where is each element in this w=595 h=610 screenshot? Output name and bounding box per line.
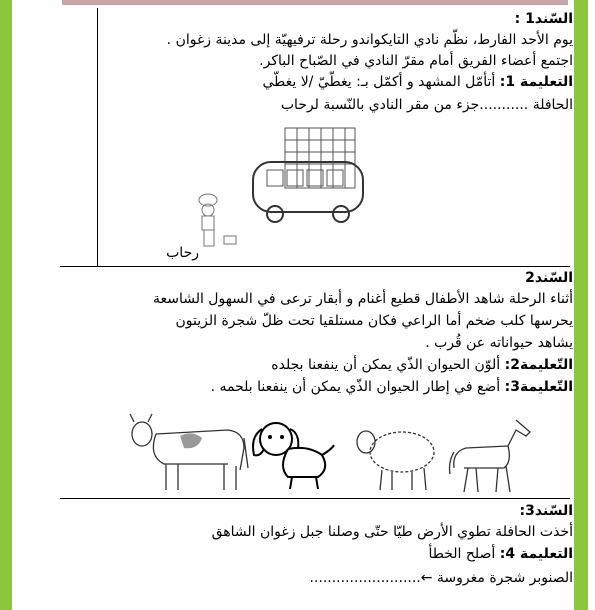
instruction4-label: التعليمة 4:	[499, 546, 573, 562]
right-border	[574, 0, 588, 610]
instruction1-label: التعليمة 1:	[499, 74, 573, 90]
bus-building-drawing	[245, 122, 380, 232]
sheep-drawing	[352, 418, 438, 492]
section1-title: السّند1 :	[514, 11, 573, 27]
section1-fill-line: الحافلة ...........جزء من مقر النادي بالنّسبة لرحاب	[280, 97, 573, 113]
section2-line3: يشاهد حيواناته عن قُرب .	[425, 335, 573, 351]
section2-line1: أثناء الرحلة شاهد الأطفال قطيع أغنام و أبقار ترعى في السهول الشاسعة	[152, 291, 573, 307]
instruction2	[271, 356, 573, 374]
section2-title: السّند2	[525, 270, 573, 286]
top-rule	[62, 0, 568, 5]
rehab-label: رحاب	[166, 245, 199, 261]
instruction1	[262, 73, 573, 91]
section1-divider	[97, 8, 98, 266]
section2-line2: يحرسها كلب ضخم أما الراعي فكان مستلقيا تحت ظلّ شجرة الزيتون	[175, 313, 573, 329]
section1-line1: يوم الأحد الفارط، نظّم نادي التايكواندو رحلة ترفيهيّة إلى مدينة زغوان .	[166, 32, 573, 48]
section-separator-1	[60, 266, 570, 267]
section1-line2: اجتمع أعضاء الفريق أمام مقرّ النادي في الصّباح الباكر.	[259, 53, 573, 69]
instruction2-text: ألوّن الحيوان الذّي يمكن أن ينفعنا بجلده	[271, 357, 501, 373]
instruction4-text: أصلح الخطأ	[428, 546, 496, 562]
child-drawing	[190, 192, 245, 252]
cow-drawing	[128, 408, 250, 493]
section-separator-2	[60, 498, 570, 499]
instruction3-label: التّعليمة3:	[504, 379, 573, 395]
section3-title: السّند3:	[519, 503, 573, 519]
section3-fill-line: الصنوبر شجرة مغروسة ←.........................	[309, 570, 573, 586]
left-border	[0, 0, 12, 610]
section3-line1: أخذت الحافلة تطوي الأرض طيّا حتّى وصلنا جبل زغوان الشاهق	[211, 524, 573, 540]
horse-drawing	[446, 412, 538, 494]
instruction3	[211, 378, 573, 396]
instruction3-text: أضع في إطار الحيوان الذّي يمكن أن ينفعنا بلحمه .	[210, 379, 501, 395]
dog-drawing	[248, 415, 338, 493]
instruction1-text: أتأمّل المشهد و أكمّل بـ: يغطّيّ /لا يغطّي	[262, 74, 496, 90]
instruction4	[428, 545, 573, 563]
instruction2-label: التّعليمة2:	[504, 357, 573, 373]
